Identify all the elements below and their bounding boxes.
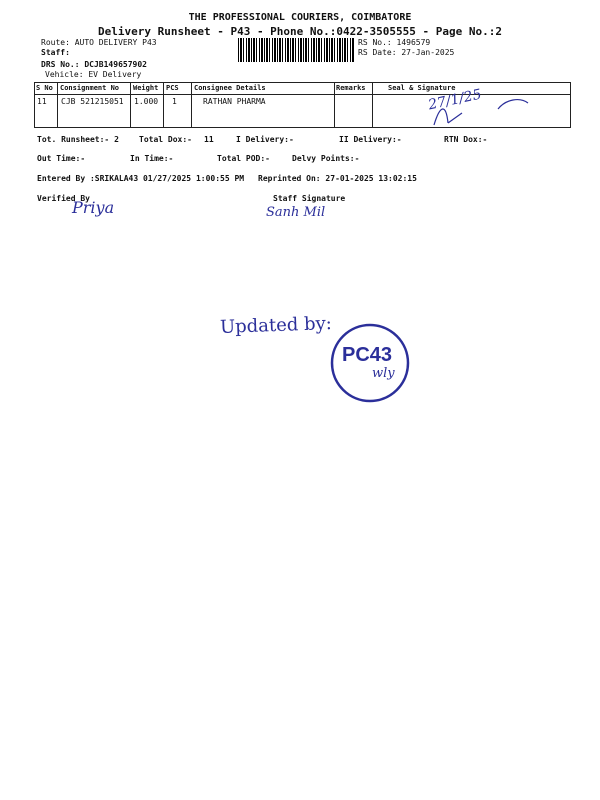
stamp-initials: wly [372,366,395,381]
cell-weight: 1.000 [134,97,159,106]
col-divider [372,82,373,128]
cell-consignment: CJB 521215051 [61,97,124,106]
staff-signature: Sanh Mil [266,205,326,220]
vehicle-label: Vehicle: EV Delivery [45,70,142,79]
col-header-consignment: Consignment No [60,84,120,92]
pc43-stamp-text: PC43 [342,344,393,366]
verified-by-label: Verified By [37,194,90,203]
cell-pcs: 1 [172,97,177,106]
delvy-points: Delvy Points:- [292,154,360,163]
staff-signature-label: Staff Signature [273,194,346,203]
rs-date: RS Date: 27-Jan-2025 [358,48,455,57]
reprinted-on: Reprinted On: 27-01-2025 13:02:15 [258,174,417,183]
col-header-pcs: PCS [166,84,179,92]
updated-by-note: Updated by: [219,313,333,338]
col-divider [163,82,164,128]
in-time: In Time:- [130,154,174,163]
col-header-remarks: Remarks [336,84,366,92]
drs-number: DRS No.: DCJB149657902 [41,60,147,69]
out-time: Out Time:- [37,154,86,163]
col-divider [334,82,335,128]
col-header-weight: Weight [133,84,159,92]
runsheet-title: Delivery Runsheet - P43 - Phone No.:0422-3505555 - Page No.:2 [98,25,502,38]
col-header-sno: S No [36,84,53,92]
staff-label: Staff: [41,48,70,57]
total-pod: Total POD:- [217,154,270,163]
route-label: Route: AUTO DELIVERY P43 [41,38,157,47]
cell-sno: 11 [37,97,47,106]
total-dox-label: Total Dox:- [139,135,192,144]
i-delivery: I Delivery:- [236,135,294,144]
verified-signature: Priya [72,198,115,217]
col-header-consignee: Consignee Details [194,84,266,92]
rtn-dox: RTN Dox:- [444,135,488,144]
total-runsheet: Tot. Runsheet:- 2 [37,135,119,144]
cell-consignee: RATHAN PHARMA [203,97,266,106]
entered-by: Entered By :SRIKALA43 01/27/2025 1:00:55 PM [37,174,245,183]
col-divider [191,82,192,128]
barcode [238,38,354,62]
col-header-seal: Seal & Signature [388,84,456,92]
seal-scribble [428,95,538,135]
company-name: THE PROFESSIONAL COURIERS, COIMBATORE [188,12,412,23]
col-divider [57,82,58,128]
total-dox-value: 11 [204,135,214,144]
rs-number: RS No.: 1496579 [358,38,431,47]
seal-signature-date: 27/1/25 [426,86,484,114]
col-divider [130,82,131,128]
ii-delivery: II Delivery:- [339,135,402,144]
